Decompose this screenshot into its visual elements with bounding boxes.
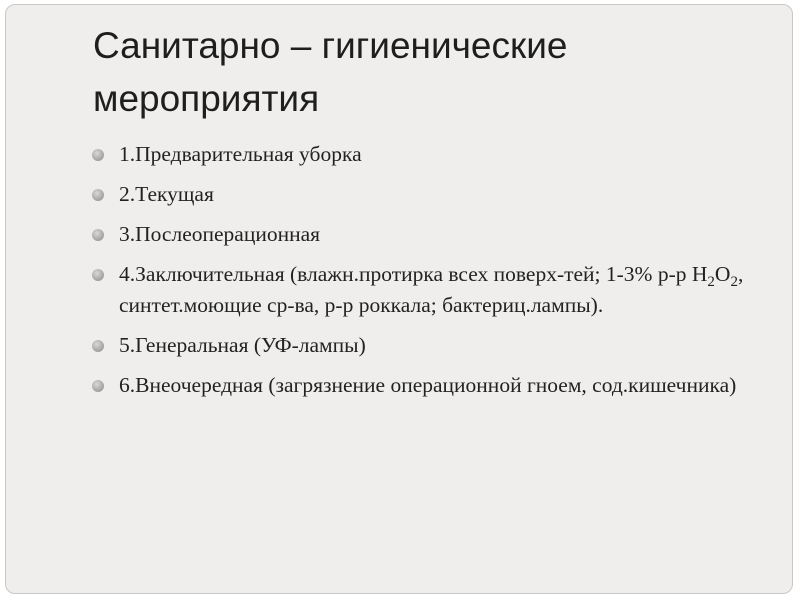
bullet-dot-icon	[92, 149, 104, 161]
list-item-text: 3.Послеоперационная	[119, 222, 321, 246]
list-item-text: 6.Внеочередная (загрязнение операционной гноем, сод.кишечника)	[119, 373, 737, 397]
bullet-dot-icon	[92, 189, 104, 201]
list-item-extraordinary	[92, 370, 772, 401]
list-item-current	[92, 179, 772, 210]
list-item-text: 5.Генеральная (УФ-лампы)	[119, 333, 366, 357]
subscript-2: 2	[707, 274, 715, 290]
final-text-b: O	[714, 262, 731, 286]
list-item-final	[92, 259, 772, 321]
slide	[5, 4, 793, 594]
bullet-dot-icon	[92, 380, 104, 392]
list-item-postoperative	[92, 219, 772, 250]
list-item-text: 2.Текущая	[119, 182, 214, 206]
final-text-c: , синтет.моющие ср-ва, р-р роккала; бактериц.лампы).	[119, 262, 744, 317]
slide-title	[93, 19, 773, 125]
final-text-a: 4.Заключительная (влажн.протирка всех поверх-тей; 1-3% р-р H	[119, 262, 708, 286]
bullet-dot-icon	[92, 229, 104, 241]
bullet-dot-icon	[92, 269, 104, 281]
title-line-2: мероприятия	[93, 78, 320, 119]
list-item-preliminary	[92, 139, 772, 170]
subscript-2: 2	[730, 274, 738, 290]
list-item-text	[119, 262, 743, 317]
title-line-1: Санитарно – гигиенические	[93, 25, 568, 66]
bullet-list	[92, 139, 772, 410]
bullet-dot-icon	[92, 340, 104, 352]
list-item-general	[92, 330, 772, 361]
list-item-text: 1.Предварительная уборка	[119, 142, 362, 166]
